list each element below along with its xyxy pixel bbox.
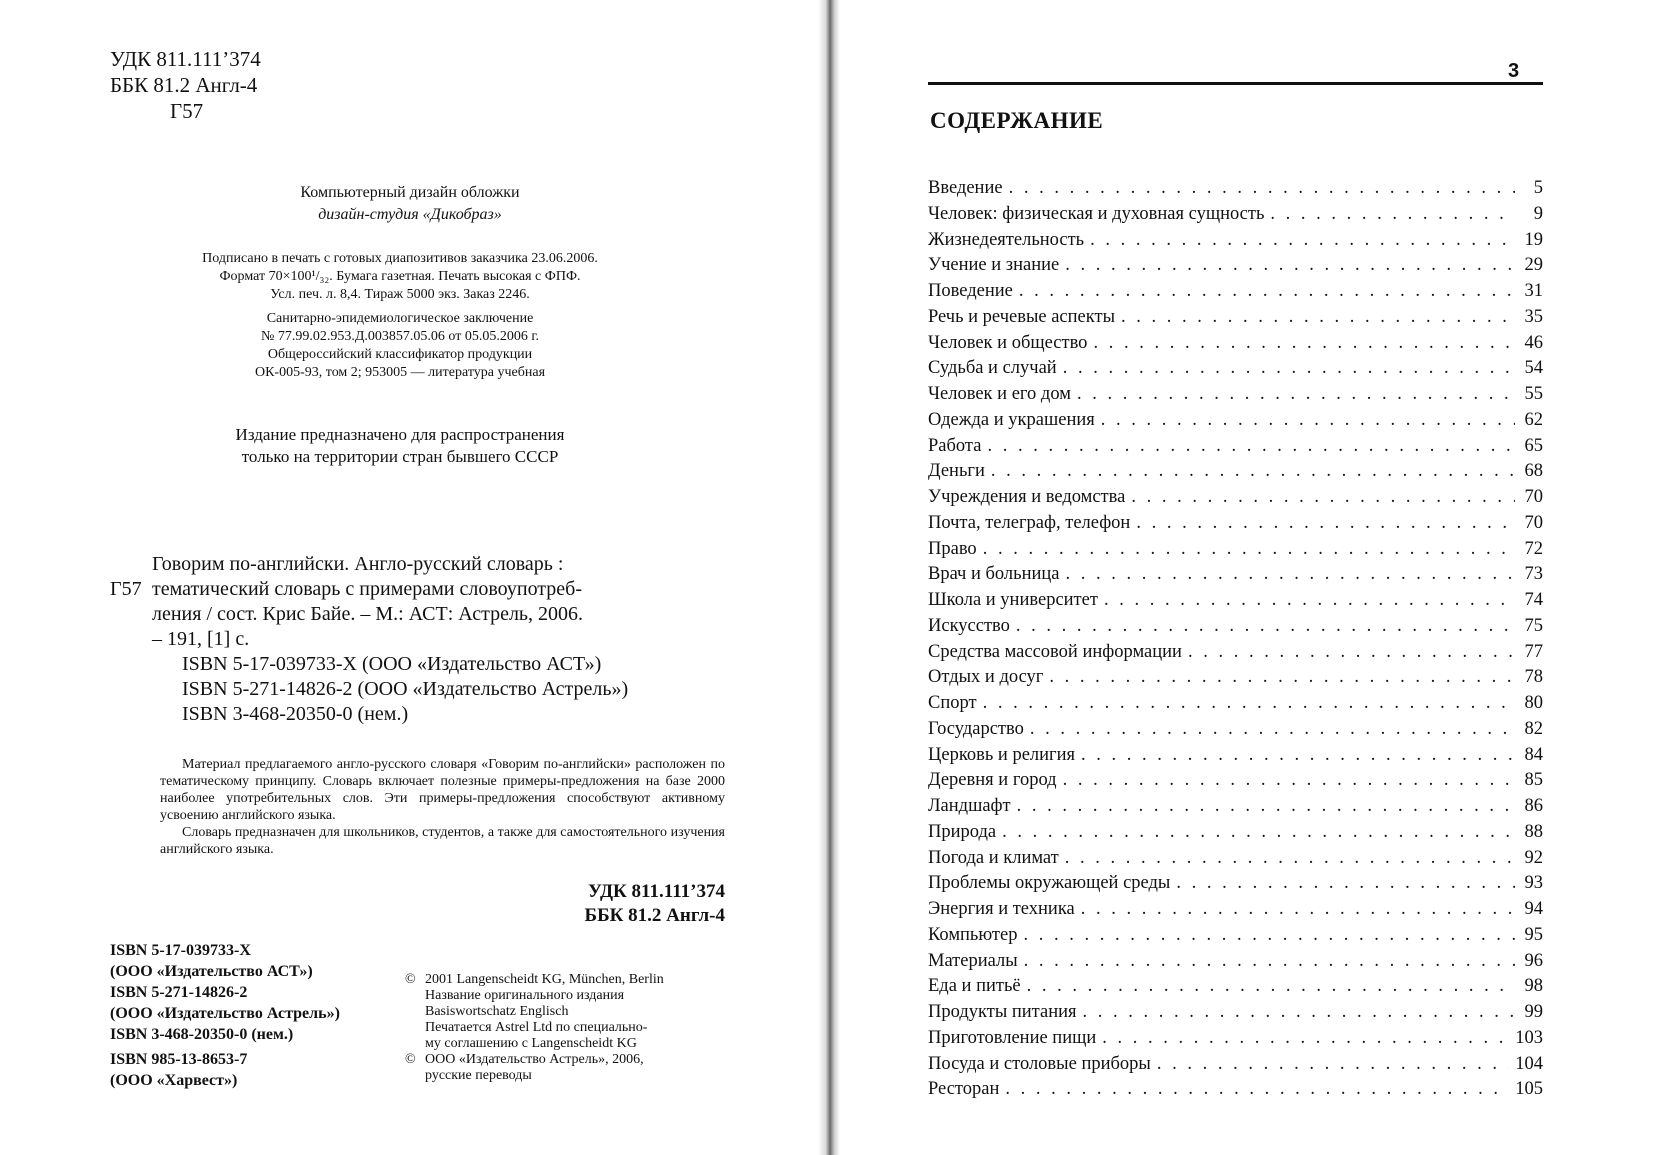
toc-entry-page: 54 [1524,358,1543,379]
toc-dot-leader [1027,976,1515,997]
toc-entry-page: 46 [1524,332,1543,353]
toc-dot-leader [983,693,1515,714]
abstract-paragraph: Словарь предназначен для школьников, студентов, а также для самостоятельного изучения английского языка. [160,825,725,857]
toc-dot-leader [1002,822,1515,843]
bibliographic-record [110,552,730,727]
toc-entry[interactable] [928,436,1543,462]
toc-entry[interactable] [928,848,1543,874]
toc-entry-page: 29 [1524,255,1543,276]
bbk-code: ББК 81.2 Англ-4 [584,905,725,926]
toc-entry-page: 103 [1515,1027,1543,1048]
author-mark: Г57 [170,99,204,123]
toc-entry-title: Продукты питания [928,1002,1077,1022]
toc-dot-leader [1009,178,1515,199]
toc-entry-title: Учение и знание [928,255,1060,276]
isbn-line: ISBN 5-271-14826-2 [110,984,248,1001]
udk-code: УДК 811.111’374 [110,47,261,71]
toc-dot-leader [1019,281,1515,302]
contents-title: СОДЕРЖАНИЕ [930,108,1104,133]
bib-isbn: ISBN 5-271-14826-2 (ООО «Издательство Астрель») [182,678,629,700]
toc-entry-page: 105 [1515,1079,1543,1100]
toc-entry-title: Природа [928,821,997,842]
toc-entry-page: 74 [1524,590,1543,610]
toc-entry-page: 55 [1524,384,1543,404]
toc-entry-title: Деньги [928,461,985,482]
toc-entry-title: Речь и речевые аспекты [928,306,1115,327]
toc-dot-leader [1017,796,1515,817]
toc-entry-page: 73 [1524,564,1543,585]
toc-dot-leader [1176,873,1515,894]
copyright-line: Печатается Astrel Ltd по специально- [425,1020,648,1035]
toc-entry[interactable] [928,899,1543,925]
cover-design-credit [180,182,640,226]
abstract [160,756,725,858]
copyright-line: ООО «Издательство Астрель», 2006, [425,1052,644,1067]
toc-entry[interactable] [928,667,1543,693]
copyright-line: му соглашению с Langenscheidt KG [425,1036,637,1051]
toc-entry-page: 70 [1524,512,1543,533]
toc-entry-page: 78 [1524,667,1543,688]
toc-entry-title: Одежда и украшения [928,409,1095,430]
toc-entry-title: Введение [928,178,1003,198]
toc-entry-title: Приготовление пищи [928,1027,1097,1048]
toc-dot-leader [1121,307,1515,328]
toc-entry-title: Компьютер [928,924,1018,945]
copyright-line: русские переводы [425,1068,532,1083]
toc-entry-title: Государство [928,718,1024,739]
copyright-line: 2001 Langenscheidt KG, München, Berlin [425,972,664,987]
toc-entry[interactable] [928,796,1543,822]
toc-entry-page: 92 [1524,847,1543,868]
toc-entry-page: 77 [1524,641,1543,662]
toc-dot-leader [1081,899,1515,920]
toc-entry[interactable] [928,487,1543,513]
toc-entry[interactable] [928,564,1543,590]
toc-entry[interactable] [928,642,1543,668]
bbk-code: ББК 81.2 Англ-4 [110,73,258,97]
toc-entry-page: 93 [1524,873,1543,894]
toc-entry-title: Проблемы окружающей среды [928,873,1171,894]
toc-entry-title: Погода и климат [928,847,1059,868]
toc-entry-page: 104 [1515,1053,1543,1074]
imprint-line: Формат 70×100¹/₃₂. Бумага газетная. Печать высокая с ФПФ. [219,269,581,284]
toc-entry-title: Материалы [928,950,1018,971]
toc-entry-title: Искусство [928,615,1010,636]
toc-dot-leader [1023,925,1515,946]
toc-dot-leader [987,436,1515,457]
toc-dot-leader [1077,384,1515,405]
toc-entry[interactable] [928,230,1543,256]
bib-line: тематический словарь с примерами словоупотреб- [152,578,582,600]
bib-isbn: ISBN 3-468-20350-0 (нем.) [182,703,409,725]
toc-entry[interactable] [928,1079,1543,1105]
toc-entry-title: Средства массовой информации [928,641,1182,662]
toc-entry-title: Энергия и техника [928,899,1075,919]
toc-entry-title: Школа и университет [928,590,1098,610]
toc-entry[interactable] [928,770,1543,796]
copyright-line: Basiswortschatz Englisch [425,1004,569,1019]
toc-entry-page: 19 [1524,229,1543,250]
toc-dot-leader [1157,1054,1509,1075]
toc-entry-page: 31 [1524,281,1543,301]
toc-entry-page: 70 [1524,487,1543,507]
toc-entry-page: 80 [1524,693,1543,713]
isbn-publisher: (ООО «Харвест») [110,1072,238,1089]
isbn-list [110,940,340,1091]
bib-line: Говорим по-английски. Англо-русский словарь : [152,553,564,575]
toc-entry-page: 35 [1524,306,1543,327]
toc-entry[interactable] [928,745,1543,771]
toc-entry-title: Учреждения и ведомства [928,487,1126,507]
toc-entry-title: Ресторан [928,1079,1000,1100]
header-rule [928,82,1543,85]
copyright-symbol: © [405,972,416,987]
toc-entry[interactable] [928,204,1543,230]
toc-dot-leader [1131,487,1515,508]
imprint-line: Усл. печ. л. 8,4. Тираж 5000 экз. Заказ 2246. [270,287,530,302]
toc-entry-page: 96 [1524,950,1543,971]
toc-entry-page: 94 [1524,899,1543,919]
isbn-publisher: (ООО «Издательство Астрель») [110,1005,340,1022]
toc-entry-title: Еда и питьё [928,976,1021,997]
design-studio-line: дизайн-студия «Дикобраз» [318,206,502,223]
toc-entry-page: 98 [1524,976,1543,997]
toc-dot-leader [1030,719,1515,740]
toc-entry-title: Человек и общество [928,332,1088,353]
toc-dot-leader [1016,616,1515,637]
toc-entry[interactable] [928,616,1543,642]
toc-entry[interactable] [928,410,1543,436]
toc-entry-page: 85 [1524,770,1543,791]
toc-dot-leader [991,461,1515,482]
isbn-line: ISBN 985-13-8653-7 [110,1051,248,1068]
toc-dot-leader [1063,358,1515,379]
isbn-line: ISBN 3-468-20350-0 (нем.) [110,1026,294,1043]
toc-entry-page: 99 [1524,1002,1543,1022]
toc-dot-leader [1049,667,1515,688]
classifier-line: Общероссийский классификатор продукции [267,347,533,362]
toc-dot-leader [1005,1079,1509,1100]
toc-entry[interactable] [928,1002,1543,1028]
toc-entry[interactable] [928,873,1543,899]
toc-entry-title: Спорт [928,693,977,713]
toc-entry[interactable] [928,513,1543,539]
classification-codes [110,46,261,124]
toc-entry[interactable] [928,822,1543,848]
toc-entry-page: 9 [1533,203,1543,224]
isbn-line: ISBN 5-17-039733-X [110,942,251,959]
toc-entry-page: 72 [1524,538,1543,559]
toc-entry[interactable] [928,384,1543,410]
toc-entry[interactable] [928,719,1543,745]
toc-entry-page: 86 [1524,796,1543,816]
toc-entry[interactable] [928,333,1543,359]
toc-entry-title: Отдых и досуг [928,667,1044,688]
toc-dot-leader [1090,230,1515,251]
toc-entry-title: Деревня и город [928,770,1057,791]
toc-entry[interactable] [928,461,1543,487]
toc-dot-leader [1102,1028,1509,1049]
toc-entry-title: Право [928,538,977,559]
toc-entry-title: Человек: физическая и духовная сущность [928,203,1265,224]
toc-entry-page: 84 [1524,744,1543,765]
toc-dot-leader [1270,204,1515,225]
toc-entry[interactable] [928,539,1543,565]
toc-entry-page: 95 [1524,924,1543,945]
toc-entry-page: 75 [1524,615,1543,636]
toc-entry[interactable] [928,1054,1543,1080]
copyright-block [405,972,664,1084]
toc-dot-leader [983,539,1515,560]
sanitary-line: Санитарно-эпидемиологическое заключение [266,311,534,326]
isbn-publisher: (ООО «Издательство АСТ») [110,963,313,980]
toc-dot-leader [1065,255,1515,276]
toc-entry-title: Судьба и случай [928,358,1057,379]
imprint-line: Подписано в печать с готовых диапозитивов заказчика 23.06.2006. [202,251,598,266]
toc-entry-title: Ландшафт [928,796,1011,816]
toc-dot-leader [1136,513,1515,534]
toc-entry[interactable] [928,1028,1543,1054]
toc-entry-title: Жизнедеятельность [928,229,1085,250]
toc-entry-page: 88 [1524,821,1543,842]
toc-entry-title: Работа [928,435,982,456]
toc-entry-page: 65 [1524,435,1543,456]
toc-dot-leader [1024,951,1515,972]
toc-entry[interactable] [928,281,1543,307]
cover-design-line: Компьютерный дизайн обложки [300,184,520,201]
toc-entry-title: Поведение [928,281,1013,301]
toc-entry-title: Почта, телеграф, телефон [928,512,1131,533]
page-number: 3 [1508,60,1520,82]
toc-entry-title: Церковь и религия [928,744,1076,765]
toc-dot-leader [1083,1002,1515,1023]
toc-entry-title: Посуда и столовые приборы [928,1053,1151,1074]
book-spine-shadow [818,0,840,1155]
territory-line: Издание предназначено для распространения [235,425,565,444]
bib-author-mark: Г57 [110,578,142,600]
print-imprint [110,250,690,382]
toc-entry-page: 68 [1524,461,1543,482]
toc-entry-page: 5 [1533,178,1543,198]
toc-dot-leader [1066,564,1515,585]
toc-dot-leader [1063,770,1515,791]
toc-entry-page: 62 [1524,409,1543,430]
toc-entry[interactable] [928,307,1543,333]
toc-entry[interactable] [928,951,1543,977]
bib-line: ления / сост. Крис Байе. – М.: АСТ: Астрель, 2006. [152,603,584,625]
toc-dot-leader [1101,410,1515,431]
toc-entry[interactable] [928,178,1543,204]
toc-entry[interactable] [928,590,1543,616]
toc-dot-leader [1081,745,1515,766]
udk-code: УДК 811.111’374 [587,881,725,902]
bib-line: – 191, [1] с. [152,628,250,650]
toc-dot-leader [1065,848,1515,869]
classification-codes-footer [480,880,725,928]
toc-dot-leader [1093,333,1515,354]
toc-entry-page: 82 [1524,718,1543,739]
toc-entry[interactable] [928,693,1543,719]
territory-line: только на территории стран бывшего СССР [241,447,559,466]
toc-dot-leader [1188,642,1515,663]
copyright-line: Название оригинального издания [425,988,625,1003]
toc-dot-leader [1104,590,1515,611]
toc-entry[interactable] [928,925,1543,951]
bib-isbn: ISBN 5-17-039733-X (ООО «Издательство АСТ») [182,653,602,675]
toc-entry-title: Человек и его дом [928,384,1071,404]
toc-entry[interactable] [928,358,1543,384]
left-page [0,0,820,1155]
copyright-symbol: © [405,1052,416,1067]
classifier-line: ОК-005-93, том 2; 953005 — литература учебная [254,365,546,380]
table-of-contents [928,178,1543,1105]
sanitary-line: № 77.99.02.953.Д.003857.05.06 от 05.05.2006 г. [260,329,539,344]
toc-entry[interactable] [928,255,1543,281]
toc-entry[interactable] [928,976,1543,1002]
abstract-paragraph: Материал предлагаемого англо-русского словаря «Говорим по-английски» расположен по тематическому принципу. Словарь включает полезные примеры-предложения на базе 2000 наиболее употребительных слов. Эти примеры-предложения способствуют активному усвоению английского языка. [160,757,725,823]
toc-entry-title: Врач и больница [928,564,1060,585]
territory-notice [150,424,650,468]
